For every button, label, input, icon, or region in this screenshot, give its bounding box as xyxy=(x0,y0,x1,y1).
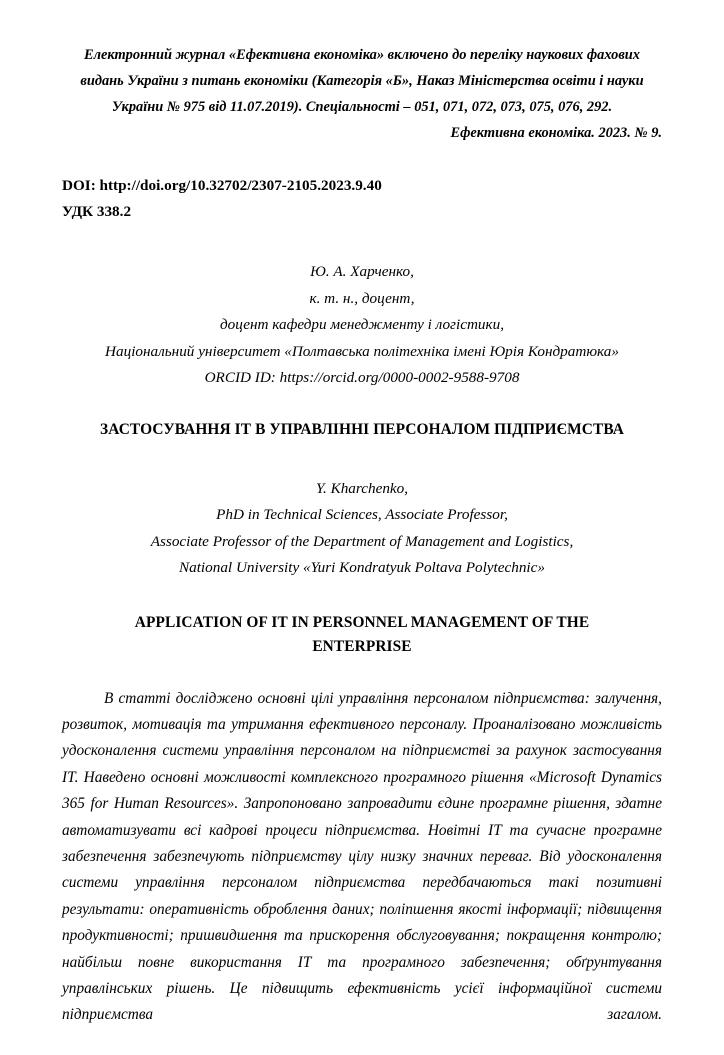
author-degree-ua: к. т. н., доцент, xyxy=(62,286,662,313)
journal-header-line-3: України № 975 від 11.07.2019). Спеціальності – 051, 071, 072, 073, 075, 076, 292. xyxy=(62,94,662,120)
udc-line: УДК 338.2 xyxy=(62,199,662,225)
doi-line[interactable]: DOI: http://doi.org/10.32702/2307-2105.2023.9.40 xyxy=(62,173,662,199)
journal-header-line-1: Електронний журнал «Ефективна економіка» включено до переліку наукових фахових xyxy=(62,42,662,68)
author-affiliation-ua: Національний університет «Полтавська політехніка імені Юрія Кондратюка» xyxy=(62,339,662,366)
author-position-ua: доцент кафедри менеджменту і логістики, xyxy=(62,312,662,339)
abstract-ua: В статті досліджено основні цілі управління персоналом підприємства: залучення, розвиток, мотивація та утримання ефективного персоналу. Проаналізовано можливість удосконалення системи управління персоналом на підприємстві за рахунок застосування ІТ. Наведено основні можливості комплексного програмного рішення «Microsoft Dynamics 365 for Human Resources». Запропоновано запровадити єдине програмне рішення, здатне автоматизувати всі кадрові процеси підприємства. Новітні ІТ та сучасне програмне забезпечення забезпечують підприємству цілу низку значних переваг. Від удосконалення системи управління персоналом підприємства передбачаються такі позитивні результати: оперативність оброблення даних; поліпшення якості інформації; підвищення продуктивності; пришвидшення та прискорення обслуговування; покращення контролю; найбільш повне використання ІТ та програмного забезпечення; обґрунтування управлінських рішень. Це підвищить ефективність усієї інформаційної системи підприємства загалом. xyxy=(62,686,662,1055)
author-name-en: Y. Kharchenko, xyxy=(62,476,662,503)
journal-header xyxy=(62,0,662,146)
author-name-ua: Ю. А. Харченко, xyxy=(62,259,662,286)
author-block-ua xyxy=(62,259,662,392)
author-block-en xyxy=(62,476,662,582)
author-affiliation-en: National University «Yuri Kondratyuk Poltava Polytechnic» xyxy=(62,555,662,582)
journal-header-line-2: видань України з питань економіки (Категорія «Б», Наказ Міністерства освіти і науки xyxy=(62,68,662,94)
page-title-en: APPLICATION OF IT IN PERSONNEL MANAGEMENT OF THE ENTERPRISE xyxy=(62,611,662,659)
author-orcid-ua[interactable]: ORCID ID: https://orcid.org/0000-0002-9588-9708 xyxy=(62,365,662,392)
identifier-block xyxy=(62,173,662,225)
journal-issue-line: Ефективна економіка. 2023. № 9. xyxy=(62,120,662,146)
page-title-ua: ЗАСТОСУВАННЯ ІТ В УПРАВЛІННІ ПЕРСОНАЛОМ ПІДПРИЄМСТВА xyxy=(62,418,662,442)
author-degree-en: PhD in Technical Sciences, Associate Professor, xyxy=(62,502,662,529)
author-position-en: Associate Professor of the Department of Management and Logistics, xyxy=(62,529,662,556)
